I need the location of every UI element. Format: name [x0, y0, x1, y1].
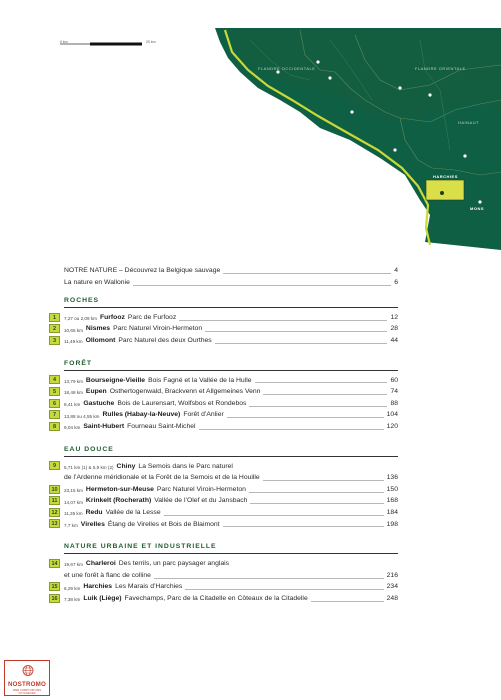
entry-place: Krinkelt (Rocherath) [85, 497, 152, 505]
entry-distance: 10,65 km [64, 327, 83, 333]
toc-entry[interactable] [51, 482, 398, 494]
map-graphic [0, 0, 501, 250]
entry-description: Forêt d’Anlier [183, 411, 224, 419]
entry-description: Parc Naturel Viroin-Hermeton [156, 485, 246, 493]
entry-page: 136 [386, 474, 398, 482]
region-map [0, 0, 501, 250]
leader-dots [255, 382, 388, 383]
entry-page: 248 [386, 594, 398, 602]
entry-number-badge: 6 [49, 399, 60, 408]
entry-description: Parc Naturel Viroin-Hermeton [113, 325, 203, 333]
entry-place: Harchies [83, 583, 113, 591]
leader-dots [223, 526, 384, 527]
entry-description: Étang de Virelles et Bois de Blaimont [107, 520, 220, 528]
nostromo-logo [4, 660, 50, 696]
toc-intro-page: 6 [394, 279, 398, 287]
toc-entry-continuation[interactable] [64, 568, 398, 580]
toc-entry[interactable] [52, 459, 398, 471]
entry-number-badge: 10 [49, 485, 60, 494]
entry-number-badge: 12 [49, 508, 60, 517]
leader-dots [199, 429, 384, 430]
entry-description: La Semois dans le Parc naturel [138, 462, 233, 470]
entry-distance: 13,88 ou 4,55 km [64, 413, 100, 419]
toc-entry[interactable] [52, 373, 398, 385]
section-heading-foret: FORÊT [64, 355, 398, 371]
leader-dots [223, 273, 391, 274]
leader-dots [263, 480, 384, 481]
toc-entry[interactable] [51, 556, 398, 568]
table-of-contents [51, 263, 398, 603]
toc-entry[interactable] [52, 419, 398, 431]
toc-entry[interactable] [52, 333, 398, 345]
entry-distance: 23,15 km [64, 487, 83, 493]
toc-entry[interactable] [52, 322, 398, 334]
section-heading-nature-urbaine: NATURE URBAINE ET INDUSTRIELLE [64, 538, 398, 554]
leader-dots [227, 417, 384, 418]
entry-description: Les Marais d’Harchies [115, 583, 183, 591]
entry-place: Bourseigne-Vieille [85, 376, 146, 384]
entry-place: Charleroi [85, 560, 116, 568]
entry-number-badge: 3 [49, 336, 60, 345]
toc-entry[interactable] [52, 396, 398, 408]
entry-distance: 6,29 km [64, 585, 81, 591]
entry-description: Parc Naturel des deux Ourthes [118, 336, 212, 344]
leader-dots [205, 331, 387, 332]
toc-entry[interactable] [51, 505, 398, 517]
entry-page: 44 [390, 336, 398, 344]
toc-entry[interactable] [52, 408, 398, 420]
entry-place: Luik (Liège) [83, 594, 122, 602]
entry-place: Ollomont [85, 336, 116, 344]
section-heading-roches: ROCHES [64, 292, 398, 308]
entry-number-badge: 8 [49, 422, 60, 431]
entry-place: Eupen [85, 388, 107, 396]
entry-distance: 13,79 km [64, 378, 83, 384]
entry-number-badge: 15 [49, 582, 60, 591]
leader-dots [185, 589, 383, 590]
map-label-region-1: FLANDRE OCCIDENTALE [258, 66, 316, 71]
entry-description: Vallée de l’Olef et du Jansbach [154, 497, 248, 505]
entry-description: Parc de Furfooz [127, 313, 177, 321]
entry-description: Favechamps, Parc de la Citadelle en Côteaux de la Citadelle [124, 594, 308, 602]
entry-place: Gastuche [83, 399, 115, 407]
entry-page: 198 [386, 520, 398, 528]
toc-entry[interactable] [51, 494, 398, 506]
leader-dots [215, 343, 388, 344]
entry-page: 150 [386, 485, 398, 493]
entry-description: Osthertogenwald, Brackvenn et Allgemeines Venn [109, 388, 261, 396]
toc-entry-continuation[interactable] [64, 470, 398, 482]
entry-page: 184 [386, 508, 398, 516]
leader-dots [164, 515, 384, 516]
leader-dots [311, 601, 384, 602]
entry-number-badge: 4 [49, 375, 60, 384]
entry-place: Hermeton-sur-Meuse [85, 485, 154, 493]
toc-intro-title: NOTRE NATURE – Découvrez la Belgique sauvage [64, 267, 221, 275]
entry-number-badge: 9 [49, 461, 60, 470]
leader-dots [179, 320, 387, 321]
toc-entry[interactable] [52, 384, 398, 396]
entry-place: Nismes [85, 325, 111, 333]
toc-intro-row[interactable] [64, 275, 398, 287]
entry-page: 168 [386, 497, 398, 505]
entry-place: Rulles (Habay-la-Neuve) [102, 411, 181, 419]
entry-place: Redu [85, 508, 103, 516]
entry-number-badge: 13 [49, 519, 60, 528]
entry-distance: 14,07 km [64, 499, 83, 505]
entry-page: 60 [390, 376, 398, 384]
entry-page: 104 [386, 411, 398, 419]
entry-number-badge: 5 [49, 387, 60, 396]
entry-page: 28 [390, 325, 398, 333]
logo-brand: NOSTROMO [7, 681, 47, 688]
toc-entry[interactable] [51, 580, 398, 592]
entry-description: Vallée de la Lesse [105, 508, 161, 516]
globe-icon [22, 664, 34, 678]
entry-number-badge: 16 [49, 594, 60, 603]
entry-distance: 11,49 km [64, 339, 83, 345]
entry-number-badge: 1 [49, 313, 60, 322]
entry-place: Chiny [116, 462, 136, 470]
entry-page: 12 [390, 313, 398, 321]
entry-number-badge: 11 [49, 496, 60, 505]
toc-entry[interactable] [51, 517, 398, 529]
toc-intro-page: 4 [394, 267, 398, 275]
entry-distance: 5,71 km (1) & 5,9 km (2) [64, 464, 114, 470]
map-label-region-3: HAINAUT [458, 120, 480, 125]
entry-number-badge: 7 [49, 410, 60, 419]
toc-entry[interactable] [52, 310, 398, 322]
entry-description: Bois de Laurensart, Wolfsbos et Rondebos [117, 399, 247, 407]
leader-dots [249, 406, 387, 407]
entry-page: 120 [386, 422, 398, 430]
entry-page: 88 [390, 399, 398, 407]
entry-distance: 11,35 km [64, 511, 83, 517]
entry-distance: 7,7 km [64, 522, 78, 528]
logo-tagline: WEB COMPTOIR DES VOYAGEURS [12, 689, 42, 695]
entry-distance: 7,38 km [64, 597, 81, 603]
leader-dots [154, 578, 384, 579]
entry-page: 234 [386, 583, 398, 591]
map-label-region-2: FLANDRE ORIENTALE [415, 66, 466, 71]
leader-dots [133, 285, 391, 286]
entry-distance: 8,41 km [64, 401, 81, 407]
scale-label-right: 20 km [146, 40, 156, 44]
leader-dots [250, 503, 383, 504]
map-label-harchies: HARCHIES [433, 174, 458, 179]
entry-description: Des terrils, un parc paysager anglais [118, 560, 230, 568]
entry-distance: 19,67 km [64, 562, 83, 568]
toc-intro-row[interactable] [64, 263, 398, 275]
entry-distance: 18,48 km [64, 390, 83, 396]
toc-intro-title: La nature en Wallonie [64, 279, 130, 287]
entry-number-badge: 2 [49, 324, 60, 333]
map-label-mons: MONS [470, 206, 484, 211]
leader-dots [249, 492, 384, 493]
entry-description: et une forêt à flanc de colline [64, 571, 151, 579]
entry-description: Fourneau Saint-Michel [127, 422, 196, 430]
entry-page: 74 [390, 388, 398, 396]
entry-page: 216 [386, 571, 398, 579]
entry-distance: 7,27 ou 2,09 km [64, 316, 97, 321]
entry-place: Saint-Hubert [83, 422, 125, 430]
entry-distance: 9,04 km [64, 425, 81, 431]
entry-place: Virelles [80, 520, 105, 528]
map-label-france: FRANCE [290, 146, 320, 152]
scale-label-left: 0 km [60, 40, 68, 44]
section-heading-eau-douce: EAU DOUCE [64, 441, 398, 457]
entry-number-badge: 14 [49, 559, 60, 568]
leader-dots [263, 394, 387, 395]
entry-description: de l’Ardenne méridionale et la Forêt de la Semois et de la Houille [64, 474, 260, 482]
toc-entry[interactable] [51, 591, 398, 603]
entry-place: Furfooz [99, 313, 125, 321]
entry-description: Bois Fagné et la Vallée de la Hulle [148, 376, 252, 384]
